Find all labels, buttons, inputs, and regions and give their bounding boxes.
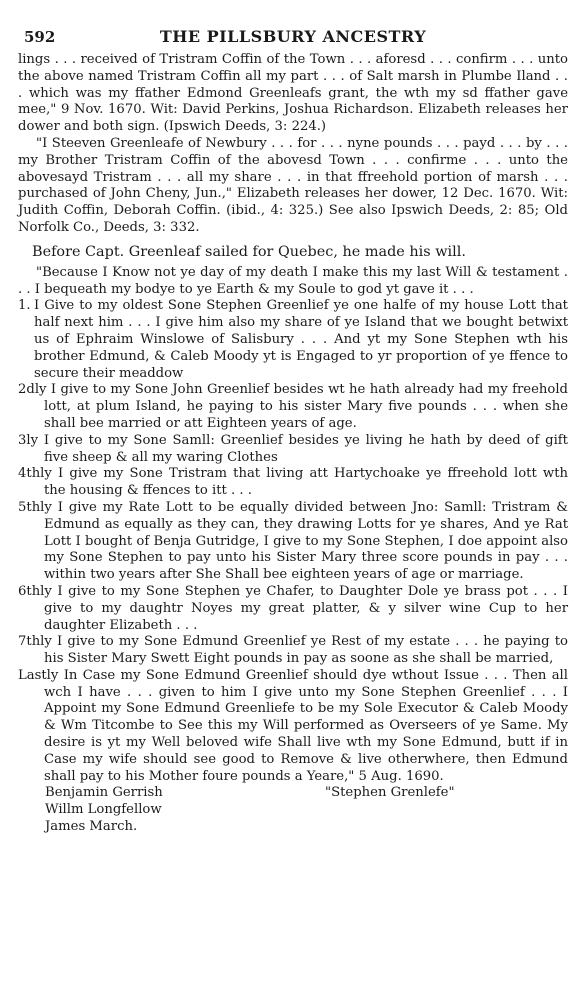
will-item: [18, 382, 568, 432]
paragraph-will-intro: Before Capt. Greenleaf sailed for Quebec, he made his will.: [32, 243, 466, 260]
will-item-text: I give to my Sone Samll: Greenlief besides ye living he hath by deed of gift five sheep & all my waring Clothes: [43, 432, 568, 465]
signature: "Stephen Grenlefe": [325, 785, 455, 801]
will-item-text: I give to my Sone Edmund Greenlief ye Rest of my estate . . . he paying to his Sister Mary Swett Eight pounds in pay as soone as she shall be married,: [44, 634, 568, 667]
will-item-number: 7thly: [18, 634, 52, 650]
will-item: [18, 634, 568, 668]
will-item-number: 5thly: [18, 499, 52, 515]
witness-name: Benjamin Gerrish: [45, 785, 163, 801]
will-item-text: I give my Rate Lott to be equally divided between Jno: Samll: Tristram & Edmund as equally as they can, they drawing Lotts for ye shares, And ye Rat Lott I bought of Benja Gutridge, I give to my Sone Stephen, I doe appoint also my Sone Stephen to pay unto his Sister Mary three score pounds in pay . . . within two years after She Shall bee eighteen years of age or marriage.: [44, 499, 568, 583]
will-item: [18, 668, 568, 786]
will-item-text: I give my Sone Tristram that living att Hartychoake ye ffreehold lott wth the housing & ffences to itt . . .: [44, 466, 568, 499]
page-header: [18, 24, 568, 46]
will-item-text: I give to my Sone Stephen ye Chafer, to Daughter Dole ye brass pot . . . I give to my daughtr Noyes my great platter, & y silver wine Cup to her daughter Elizabeth . . .: [44, 583, 568, 633]
page-number: 592: [24, 28, 56, 46]
will-item: [18, 433, 568, 467]
will-item: [18, 298, 568, 382]
will-item: [18, 500, 568, 584]
will-item-number: 4thly: [18, 466, 52, 482]
will-item: [18, 584, 568, 634]
will-item-number: 2dly: [18, 382, 47, 398]
will-item-text: I Give to my oldest Sone Stephen Greenlief ye one halfe of my house Lott that half next him . . . I give him also my share of ye Island that we bought betwixt us of Ephraim Winslowe of Salisbury . . . And yt my Sone Stephen wth his brother Edmund, & Caleb Moody yt is Engaged to yr proportion of ye ffence to secure their meaddow: [34, 298, 568, 381]
will-item-number: 6thly: [18, 583, 52, 599]
paragraph-deed-1: lings . . . received of Tristram Coffin of the Town . . . aforesd . . . confirm . . . unto the above named Tristram Coffin all my part . . . of Salt marsh in Plumbe Iland . . . which was my ffather Edmond Greenleafs grant, the wth my sd ffather gave mee," 9 Nov. 1670. Wit: David Perkins, Joshua Richardson. Elizabeth releases her dower and both sign. (Ipswich Deeds, 3: 224.): [18, 52, 568, 135]
witness-name: James March.: [45, 819, 138, 835]
will-items: [18, 298, 568, 785]
running-title: THE PILLSBURY ANCESTRY: [159, 27, 427, 46]
paragraph-will-preamble: "Because I Know not ye day of my death I make this my last Will & testament . . . I bequeath my bodye to ye Earth & my Soule to god yt gave it . . .: [18, 264, 568, 297]
will-item-text: I give to my Sone John Greenlief besides wt he hath already had my freehold lott, at plum Island, he paying to his sister Mary five pounds . . . when she shall bee married or att Eighteen years of age.: [44, 382, 568, 431]
witness-name: Willm Longfellow: [45, 802, 162, 818]
paragraph-deed-2: "I Steeven Greenleafe of Newbury . . . for . . . nyne pounds . . . payd . . . by . . . my Brother Tristram Coffin of the abovesd Town . . . confirme . . . unto the abovesayd Tristram . . . all my share . . . in that ffreehold portion of marsh . . . purchased of John Cheny, Jun.," Elizabeth releases her dower, 12 Dec. 1670. Wit: Judith Coffin, Deborah Coffin. (ibid., 4: 325.) See also Ipswich Deeds, 2: 85; Old Norfolk Co., Deeds, 3: 332.: [18, 135, 568, 235]
will-item: [18, 466, 568, 500]
will-item-number: Lastly: [18, 667, 59, 683]
will-item-number: 1.: [18, 298, 31, 314]
will-item-number: 3ly: [18, 432, 39, 448]
witness-block: [18, 785, 568, 835]
will-item-text: In Case my Sone Edmund Greenlief should dye wthout Issue . . . Then all wch I have . . . given to him I give unto my Sone Stephen Greenlief . . . I Appoint my Sone Edmund Greenliefe to be my Sole Executor & Caleb Moody & Wm Titcombe to See this my Will performed as Overseers of ye Same. My desire is yt my Well beloved wife Shall live wth my Sone Edmund, butt if in Case my wife should see good to Remove & live otherwhere, then Edmund shall pay to his Mother foure pounds a Yeare," 5 Aug. 1690.: [44, 667, 568, 784]
